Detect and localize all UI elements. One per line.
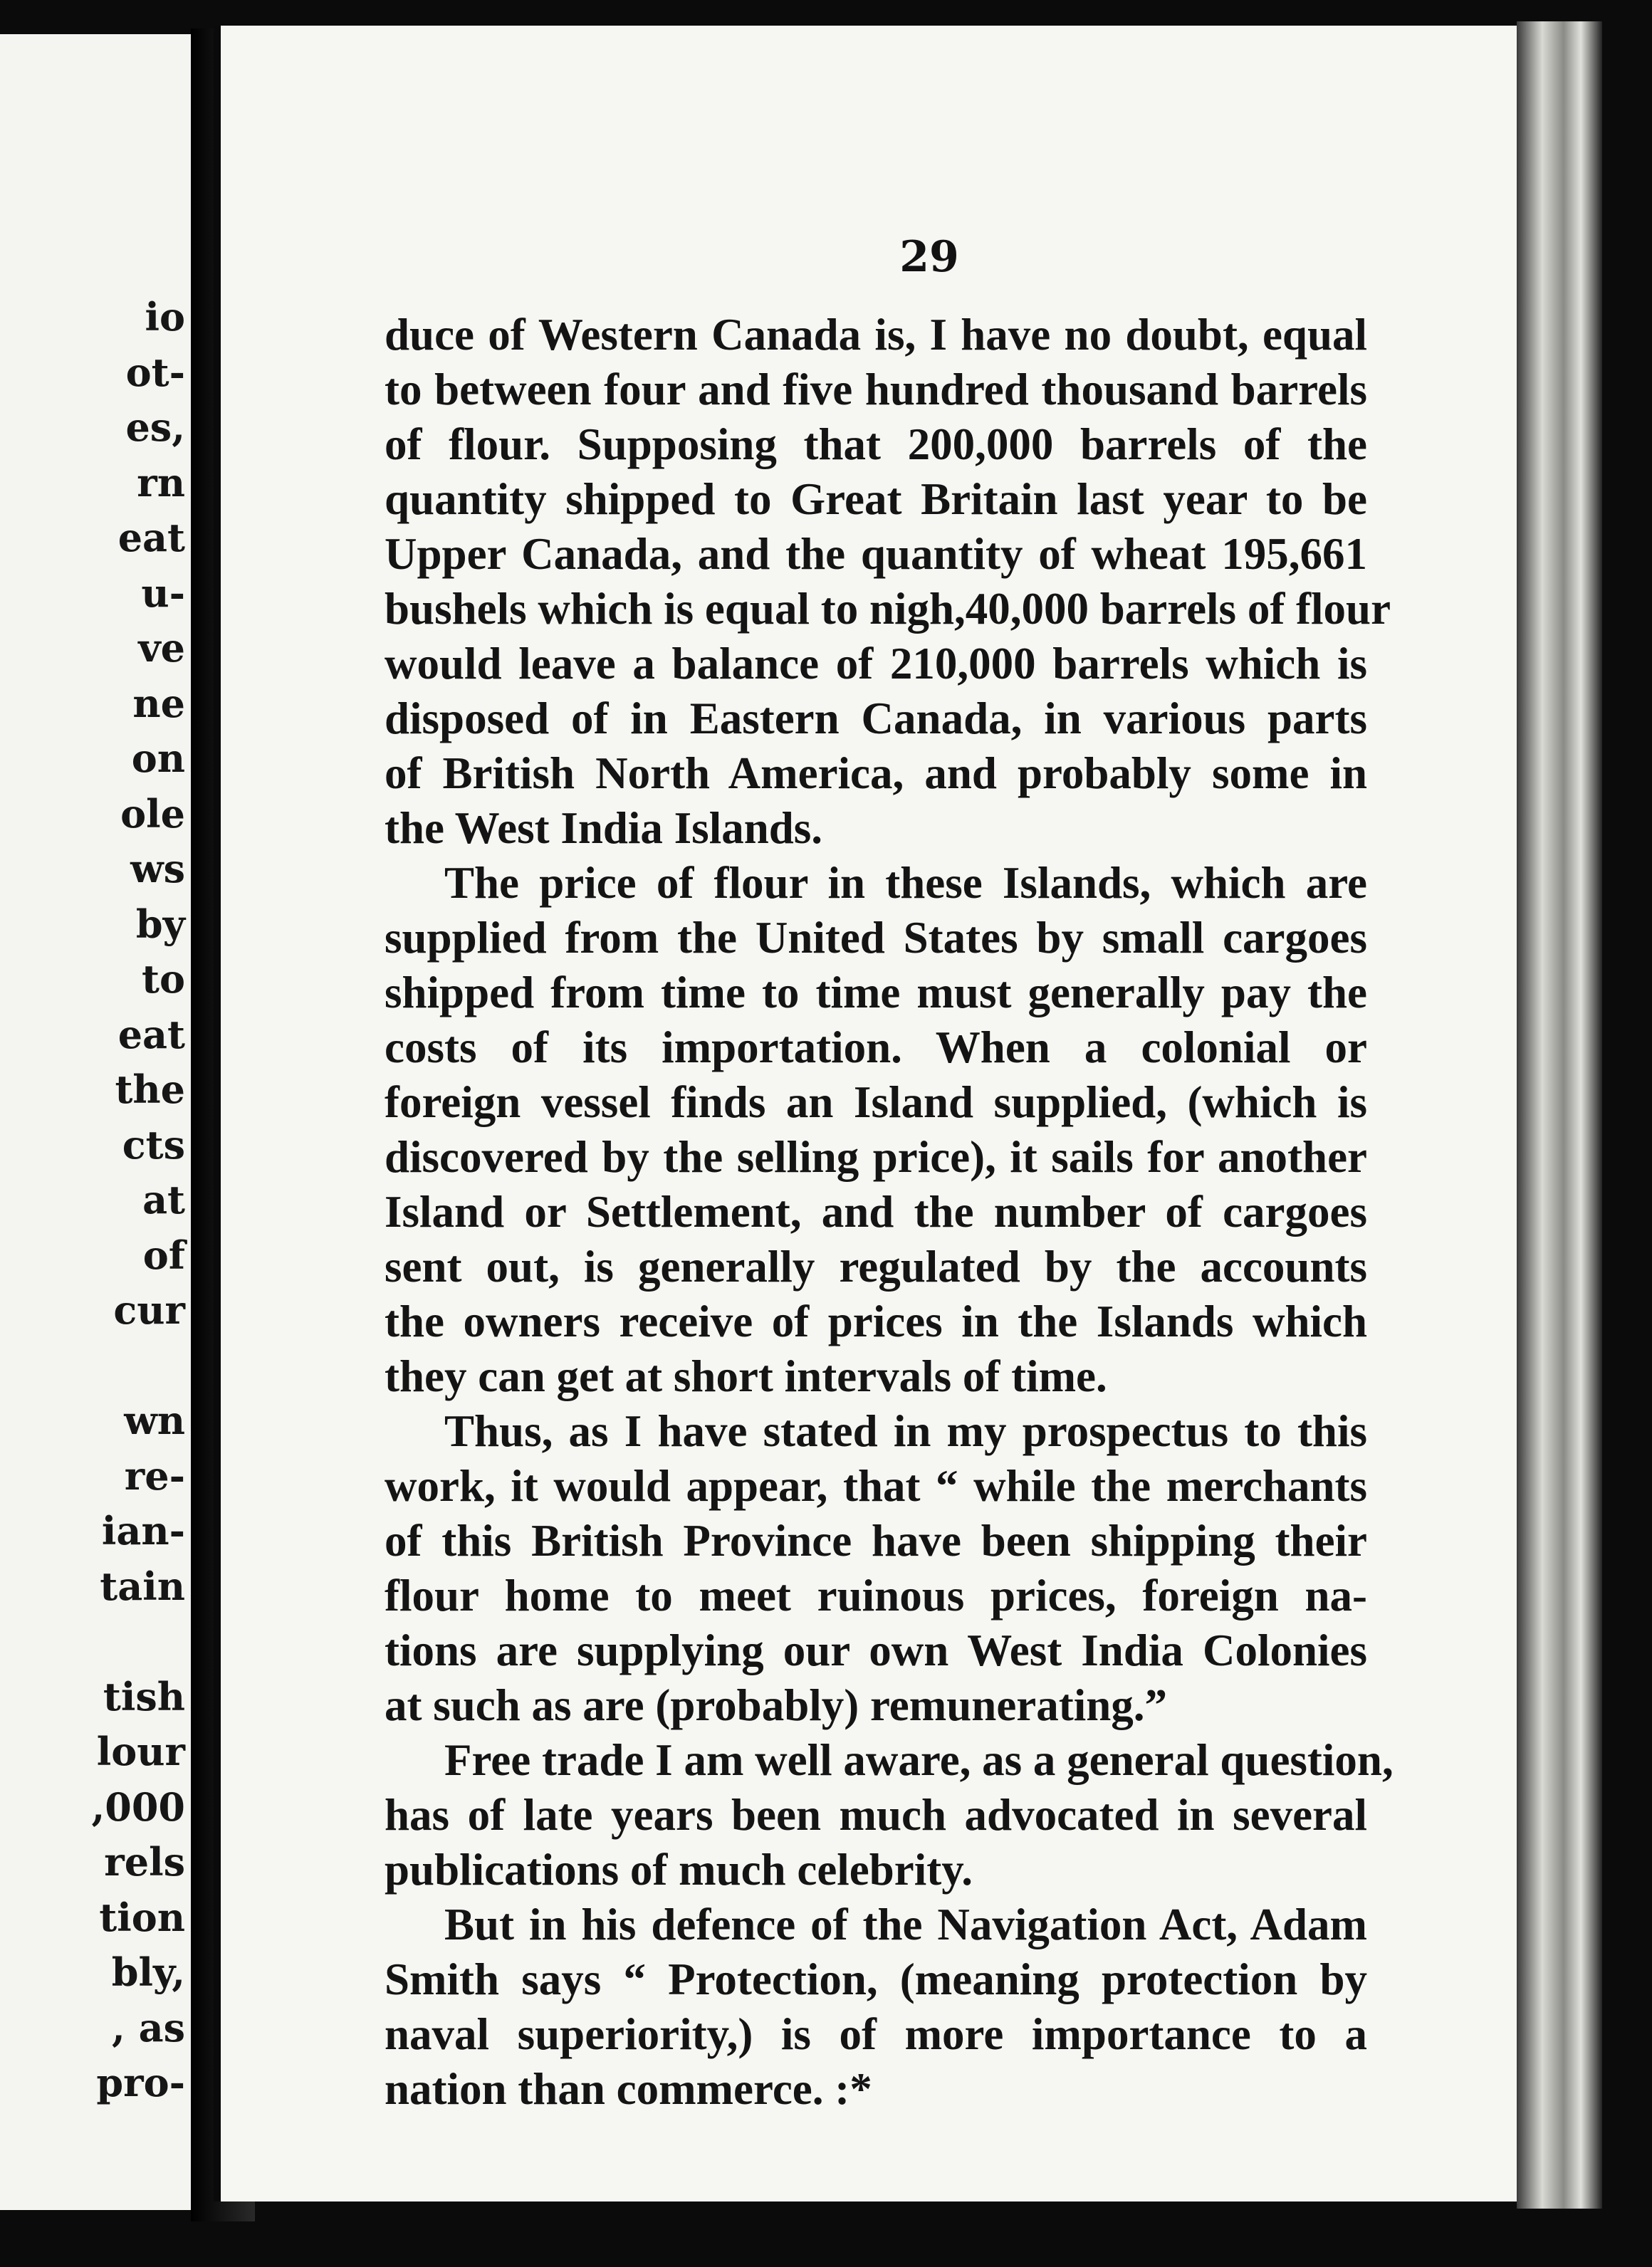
page-body-text [385,308,1394,2117]
text-line: The price of flour in these Islands, which are [444,858,1367,908]
text-line: would leave a balance of 210,000 barrels which is [385,639,1367,689]
text-line: Island or Settlement, and the number of cargoes [385,1187,1367,1237]
text-line: supplied from the United States by small cargoes [385,913,1367,963]
left-page-line-fragment: bly, [111,1949,185,1995]
left-page-line-fragment: rn [137,459,185,506]
page-number: 29 [899,232,959,282]
left-page-line-fragment: lour [96,1729,185,1774]
left-page-line-fragment: u- [141,570,185,616]
text-line: of flour. Supposing that 200,000 barrels of the [385,419,1367,469]
paragraph [385,856,1367,1404]
left-page-line-fragment: pro- [96,2060,185,2105]
left-page-line-fragment: the [115,1067,185,1112]
text-line: Thus, as I have stated in my prospectus to this [444,1406,1367,1456]
left-page-line-fragment: tain [100,1563,185,1609]
text-line: flour home to meet ruinous prices, foreign na- [385,1571,1367,1621]
text-line: naval superiority,) is of more importance to a [385,2009,1367,2059]
text-line: foreign vessel finds an Island supplied, (which is [385,1077,1367,1127]
left-page-line-fragment: eat [117,1011,185,1057]
text-line: of this British Province have been shipping their [385,1516,1367,1566]
text-line: the owners receive of prices in the Islands which [385,1297,1367,1346]
left-page-line-fragment: ot- [125,349,185,395]
text-line: to between four and five hundred thousand barrels [385,365,1367,414]
left-page-line-fragment: wn [124,1398,185,1443]
left-page-line-fragment: ws [130,846,185,891]
left-page-line-fragment: cur [113,1287,185,1333]
text-line: they can get at short intervals of time. [385,1351,1107,1401]
left-page-line-fragment: of [142,1232,185,1278]
left-page-line-fragment: ole [120,790,185,837]
text-line: quantity shipped to Great Britain last year to be [385,474,1367,524]
left-page-line-fragment: eat [117,515,185,560]
text-line: But in his defence of the Navigation Act, Adam [444,1900,1367,1949]
left-page-line-fragment: tion [99,1894,185,1940]
left-page-line-fragment: to [142,956,185,1002]
text-line: Upper Canada, and the quantity of wheat 195,661 [385,529,1367,579]
left-page-line-fragment: tish [103,1673,185,1719]
text-line: nation than commerce. :* [385,2064,872,2114]
left-page-line-fragment: re- [124,1452,185,1499]
text-line: at such as are (probably) remunerating.” [385,1680,1168,1730]
left-page-line-fragment: by [135,901,185,947]
left-page-line-fragment: ne [132,680,185,726]
page-stack-edge [1517,21,1602,2209]
text-line: discovered by the selling price), it sails for another [385,1132,1367,1182]
text-line: bushels which is equal to nigh,40,000 barrels of flour [385,584,1391,634]
text-line: Smith says “ Protection, (meaning protection by [385,1954,1367,2004]
left-page-line-fragment: ,000 [91,1784,185,1830]
paragraph [385,1897,1367,2117]
text-line: tions are supplying our own West India Colonies [385,1625,1367,1675]
text-line: the West India Islands. [385,803,823,853]
left-page-line-fragment: at [142,1177,185,1222]
text-line: Free trade I am well aware, as a general question, [444,1735,1394,1785]
left-page-line-fragment: on [131,735,185,781]
text-line: of British North America, and probably some in [385,748,1367,798]
left-page-line-fragment: rels [104,1839,185,1885]
left-page-line-fragment: cts [122,1121,185,1168]
left-page-line-fragment: ian- [101,1508,185,1554]
text-line: sent out, is generally regulated by the accounts [385,1242,1367,1292]
left-page-line-fragment: ve [138,625,185,671]
text-line: duce of Western Canada is, I have no doubt, equal [385,310,1367,360]
left-page-line-fragment: es, [125,404,185,450]
text-line: work, it would appear, that “ while the merchants [385,1461,1367,1511]
paragraph [385,308,1391,856]
text-line: costs of its importation. When a colonial or [385,1022,1367,1072]
left-page-fragment [0,34,191,2210]
left-page-line-fragment: io [145,294,185,340]
text-line: shipped from time to time must generally pay the [385,968,1367,1017]
text-line: publications of much celebrity. [385,1845,973,1895]
paragraph [385,1733,1394,1897]
paragraph [385,1404,1367,1733]
text-line: disposed of in Eastern Canada, in various parts [385,693,1367,743]
left-page-line-fragment: , as [112,2004,185,2051]
text-line: has of late years been much advocated in several [385,1790,1367,1840]
book-page [214,26,1559,2201]
